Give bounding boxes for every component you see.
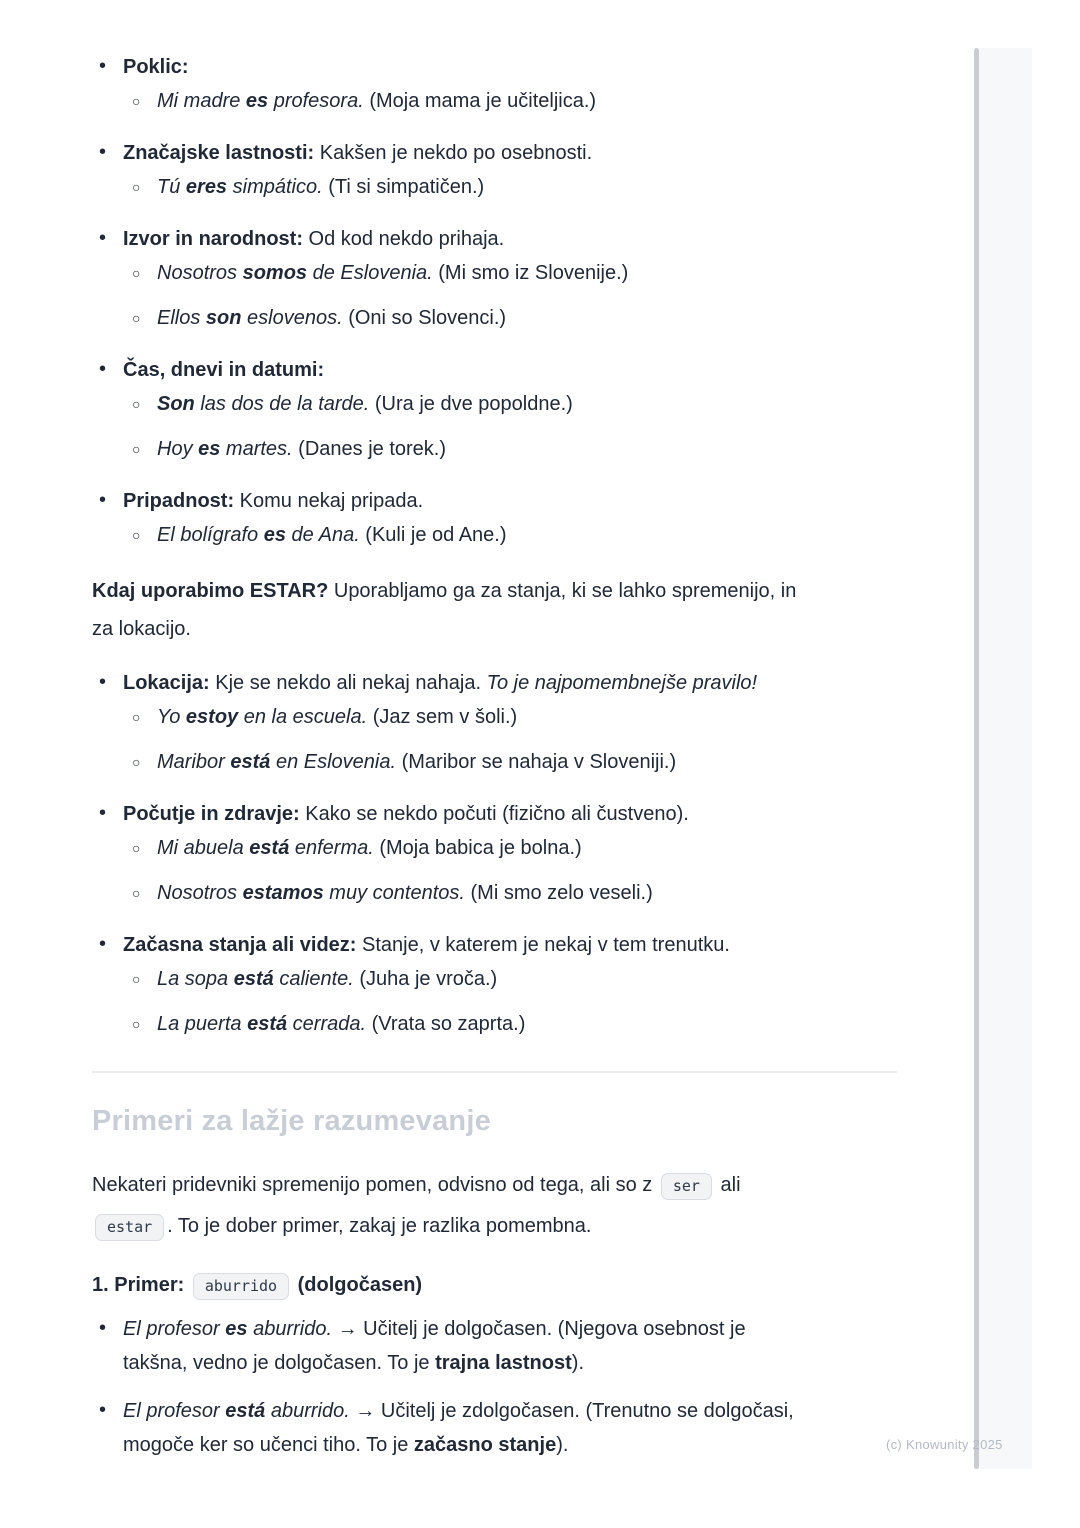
text-run: ali <box>714 1174 741 1196</box>
sub-list-item <box>123 256 897 290</box>
bullet-icon: • <box>99 1399 107 1421</box>
sub-list-item <box>123 518 897 552</box>
sub-list-item <box>123 831 897 865</box>
circle-bullet-icon: ○ <box>132 527 141 543</box>
text-run: muy contentos. <box>323 882 465 904</box>
divider <box>92 1071 897 1073</box>
text-run: es <box>245 90 269 112</box>
text-run: El profesor <box>123 1400 226 1422</box>
text-run: Stanje, v katerem je nekaj v tem trenutku. <box>356 934 730 956</box>
text-run: . To je dober primer, zakaj je razlika pomembna. <box>167 1215 592 1237</box>
sub-list-item <box>123 84 897 118</box>
sub-bullet-list <box>123 170 897 204</box>
text-run: (Kuli je od Ane.) <box>359 524 507 546</box>
text-run: Mi abuela <box>157 837 250 859</box>
paragraph <box>92 1265 897 1306</box>
bullet-icon: • <box>99 489 107 511</box>
document-content <box>92 50 897 1462</box>
sub-list-item <box>123 876 897 910</box>
sub-list-item <box>123 170 897 204</box>
bullet-icon: • <box>99 141 107 163</box>
text-run: (Jaz sem v šoli.) <box>367 706 518 728</box>
list-item <box>92 928 897 1041</box>
text-run: → Učitelj je zdolgočasen. (Trenutno se dolgočasi, <box>349 1400 794 1422</box>
bullet-icon: • <box>99 358 107 380</box>
text-run: caliente. <box>273 968 354 990</box>
text-run: es <box>225 1318 248 1340</box>
list-item <box>92 222 897 335</box>
text-run: To je najpomembnejše pravilo! <box>486 672 758 694</box>
text-run: eslovenos. <box>241 307 343 329</box>
inline-code-chip: aburrido <box>193 1273 289 1300</box>
text-run: La puerta <box>157 1013 248 1035</box>
text-run: trajna lastnost <box>435 1352 572 1374</box>
list-item <box>92 797 897 910</box>
sub-bullet-list <box>123 84 897 118</box>
sub-list-item <box>123 700 897 734</box>
text-run: Komu nekaj pripada. <box>234 490 424 512</box>
text-run: Nekateri pridevniki spremenijo pomen, odvisno od tega, ali so z <box>92 1174 658 1196</box>
text-run: Kje se nekdo ali nekaj nahaja. <box>209 672 487 694</box>
scrollbar-thumb[interactable] <box>974 48 979 1469</box>
section-heading: Primeri za lažje razumevanje <box>92 1105 491 1137</box>
paragraph <box>92 1165 897 1247</box>
circle-bullet-icon: ○ <box>132 1016 141 1032</box>
sub-list-item <box>123 745 897 779</box>
text-run: mogoče ker so učenci tiho. To je <box>123 1434 414 1456</box>
circle-bullet-icon: ○ <box>132 179 141 195</box>
text-run: Pripadnost: <box>123 490 235 512</box>
list-item <box>92 353 897 466</box>
text-run: (Juha je vroča.) <box>353 968 498 990</box>
inline-code-chip: estar <box>95 1214 164 1241</box>
text-run: Lokacija: <box>123 672 210 694</box>
text-run: (dolgočasen) <box>292 1274 423 1296</box>
text-run: (Ti si simpatičen.) <box>322 176 485 198</box>
text-run: Nosotros <box>157 262 243 284</box>
text-run: aburrido. <box>247 1318 333 1340</box>
circle-bullet-icon: ○ <box>132 396 141 412</box>
text-run: está <box>225 1400 266 1422</box>
circle-bullet-icon: ○ <box>132 265 141 281</box>
text-run: (Moja babica je bolna.) <box>373 837 582 859</box>
list-item <box>92 484 897 552</box>
sub-bullet-list <box>123 831 897 910</box>
circle-bullet-icon: ○ <box>132 441 141 457</box>
text-run: Izvor in narodnost: <box>123 228 303 250</box>
circle-bullet-icon: ○ <box>132 885 141 901</box>
text-run: está <box>230 751 271 773</box>
text-run: takšna, vedno je dolgočasen. To je <box>123 1352 436 1374</box>
sub-list-item <box>123 387 897 421</box>
text-run: Mi madre <box>157 90 246 112</box>
list-item <box>92 50 897 118</box>
scrollbar-track <box>979 48 1032 1469</box>
text-run: martes. <box>220 438 293 460</box>
bullet-icon: • <box>99 933 107 955</box>
text-run: es <box>263 524 286 546</box>
sub-list-item <box>123 962 897 996</box>
text-run: (Maribor se nahaja v Sloveniji.) <box>396 751 677 773</box>
text-run: Hoy <box>157 438 199 460</box>
text-run: Ellos <box>157 307 206 329</box>
text-run: Značajske lastnosti: <box>123 142 315 164</box>
text-run: Počutje in zdravje: <box>123 803 300 825</box>
bullet-icon: • <box>99 55 107 77</box>
sub-list-item <box>123 301 897 335</box>
circle-bullet-icon: ○ <box>132 709 141 725</box>
text-run: Začasna stanja ali videz: <box>123 934 357 956</box>
sub-bullet-list <box>123 387 897 466</box>
text-run: Son <box>157 393 195 415</box>
circle-bullet-icon: ○ <box>132 93 141 109</box>
text-run: profesora. <box>268 90 364 112</box>
text-run: está <box>233 968 274 990</box>
list-item <box>92 1312 897 1380</box>
bullet-icon: • <box>99 671 107 693</box>
bullet-icon: • <box>99 802 107 824</box>
bullet-list <box>92 1312 897 1462</box>
text-run: de Ana. <box>285 524 360 546</box>
text-run: Tú <box>157 176 186 198</box>
text-run: (Vrata so zaprta.) <box>366 1013 526 1035</box>
copyright-watermark: (c) Knowunity 2025 <box>886 1437 1003 1452</box>
text-run: ). <box>556 1434 569 1456</box>
text-run: somos <box>242 262 308 284</box>
sub-bullet-list <box>123 518 897 552</box>
text-run: Uporabljamo ga za stanja, ki se lahko spremenijo, in <box>328 580 797 602</box>
inline-code-chip: ser <box>661 1173 712 1200</box>
bullet-icon: • <box>99 1317 107 1339</box>
text-run: Kdaj uporabimo ESTAR? <box>92 580 329 602</box>
circle-bullet-icon: ○ <box>132 310 141 326</box>
bullet-list <box>92 666 897 1041</box>
text-run: simpático. <box>227 176 323 198</box>
text-run: enferma. <box>289 837 374 859</box>
text-run: son <box>205 307 242 329</box>
text-run: Poklic: <box>123 56 189 78</box>
bullet-icon: • <box>99 227 107 249</box>
text-run: estamos <box>242 882 324 904</box>
sub-bullet-list <box>123 962 897 1041</box>
text-run: Nosotros <box>157 882 243 904</box>
sub-list-item <box>123 432 897 466</box>
text-run: ). <box>571 1352 584 1374</box>
text-run: (Moja mama je učiteljica.) <box>363 90 597 112</box>
text-run: cerrada. <box>287 1013 367 1035</box>
text-run: estoy <box>185 706 239 728</box>
sub-list-item <box>123 1007 897 1041</box>
text-run: Od kod nekdo prihaja. <box>303 228 505 250</box>
paragraph <box>92 572 897 648</box>
text-run: está <box>247 1013 288 1035</box>
text-run: Čas, dnevi in datumi: <box>123 359 325 381</box>
sub-bullet-list <box>123 700 897 779</box>
bullet-list <box>92 50 897 552</box>
text-run: de Eslovenia. <box>307 262 433 284</box>
list-item <box>92 136 897 204</box>
text-run: está <box>249 837 290 859</box>
text-run: začasno stanje <box>413 1434 557 1456</box>
circle-bullet-icon: ○ <box>132 754 141 770</box>
text-run: las dos de la tarde. <box>194 393 370 415</box>
circle-bullet-icon: ○ <box>132 840 141 856</box>
text-run: eres <box>185 176 228 198</box>
text-run: La sopa <box>157 968 234 990</box>
text-run: (Oni so Slovenci.) <box>342 307 507 329</box>
text-run: en Eslovenia. <box>270 751 397 773</box>
list-item <box>92 666 897 779</box>
text-run: El bolígrafo <box>157 524 264 546</box>
text-run: es <box>198 438 221 460</box>
text-run: Kakšen je nekdo po osebnosti. <box>314 142 593 164</box>
text-run: en la escuela. <box>238 706 368 728</box>
text-run: 1. Primer: <box>92 1274 190 1296</box>
text-run: Yo <box>157 706 186 728</box>
text-run: (Ura je dve popoldne.) <box>369 393 573 415</box>
text-run: Kako se nekdo počuti (fizično ali čustveno). <box>299 803 689 825</box>
text-run: (Danes je torek.) <box>292 438 447 460</box>
text-run: El profesor <box>123 1318 226 1340</box>
text-run: aburrido. <box>265 1400 350 1422</box>
text-run: (Mi smo iz Slovenije.) <box>432 262 629 284</box>
text-run: za lokacijo. <box>92 618 191 640</box>
list-item <box>92 1394 897 1462</box>
sub-bullet-list <box>123 256 897 335</box>
circle-bullet-icon: ○ <box>132 971 141 987</box>
text-run: Maribor <box>157 751 231 773</box>
text-run: → Učitelj je dolgočasen. (Njegova osebnost je <box>332 1318 746 1340</box>
text-run: (Mi smo zelo veseli.) <box>464 882 653 904</box>
